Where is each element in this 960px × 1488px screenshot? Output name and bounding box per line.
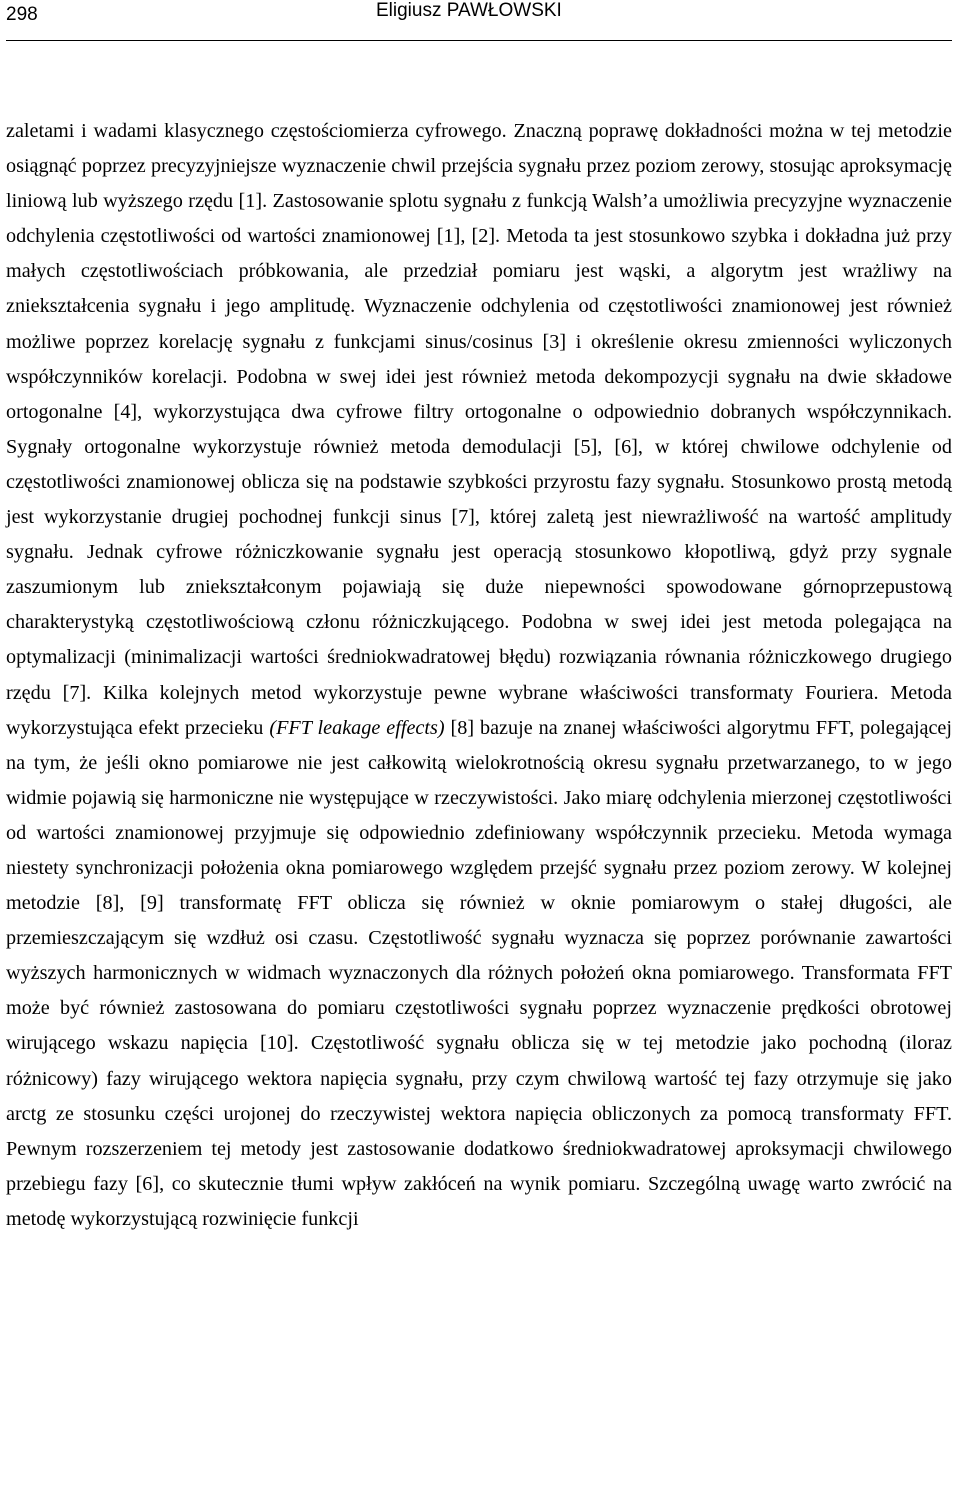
- page-header: [0, 0, 960, 44]
- running-head-author: Eligiusz PAWŁOWSKI: [376, 0, 562, 21]
- page-number: 298: [6, 4, 38, 25]
- body-text-part-1: zaletami i wadami klasycznego częstościomierza cyfrowego. Znaczną poprawę dokładności można w tej metodzie osiągnąć poprzez precyzyjniejsze wyznaczenie chwil przejścia sygnału przez poziom zerowy, stosując aproksymację liniową lub wyższego rzędu [1]. Zastosowanie splotu sygnału z funkcją Walsh’a umożliwia precyzyjne wyznaczenie odchylenia częstotliwości od wartości znamionowej [1], [2]. Metoda ta jest stosunkowo szybka i dokładna już przy małych częstotliwościach próbkowania, ale przedział pomiaru jest wąski, a algorytm jest wrażliwy na zniekształcenia sygnału i jego amplitudę. Wyznaczenie odchylenia od częstotliwości znamionowej jest również możliwe poprzez korelację sygnału z funkcjami sinus/cosinus [3] i określenie okresu zmienności wyliczonych współczynników korelacji. Podobna w swej idei jest również metoda dekompozycji sygnału na dwie składowe ortogonalne [4], wykorzystująca dwa cyfrowe filtry ortogonalne o odpowiednio dobranych współczynnikach. Sygnały ortogonalne wykorzystuje również metoda demodulacji [5], [6], w której chwilowe odchylenie od częstotliwości znamionowej oblicza się na podstawie szybkości przyrostu fazy sygnału. Stosunkowo prostą metodą jest wykorzystanie drugiej pochodnej funkcji sinus [7], której zaletą jest niewrażliwość na wartość amplitudy sygnału. Jednak cyfrowe różniczkowanie sygnału jest operacją stosunkowo kłopotliwą, gdyż przy sygnale zaszumionym lub zniekształconym pojawiają się duże niepewności spowodowane górnoprzepustową charakterystyką częstotliwościową członu różniczkującego. Podobna w swej idei jest metoda polegająca na optymalizacji (minimalizacji wartości średniokwadratowej błędu) rozwiązania równania różniczkowego drugiego rzędu [7]. Kilka kolejnych metod wykorzystuje pewne wybrane właściwości transformaty Fouriera. Metoda wykorzystująca efekt przecieku: [6, 120, 952, 739]
- body-paragraph: [6, 114, 952, 1237]
- header-rule: [6, 40, 952, 41]
- body-text-part-2: [8] bazuje na znanej właściwości algorytmu FFT, polegającej na tym, że jeśli okno pomiarowe nie jest całkowitą wielokrotnością okresu sygnału przetwarzanego, to w jego widmie pojawią się harmoniczne nie występujące w rzeczywistości. Jako miarę odchylenia mierzonej częstotliwości od wartości znamionowej przyjmuje się odpowiednio zdefiniowany współczynnik przecieku. Metoda wymaga niestety synchronizacji położenia okna pomiarowego względem przejść sygnału przez poziom zerowy. W kolejnej metodzie [8], [9] transformatę FFT oblicza się również w oknie pomiarowym o stałej długości, ale przemieszczającym się wzdłuż osi czasu. Częstotliwość sygnału wyznacza się poprzez porównanie zawartości wyższych harmonicznych w widmach wyznaczonych dla różnych położeń okna pomiarowego. Transformata FFT może być również zastosowana do pomiaru częstotliwości sygnału poprzez wyznaczenie prędkości obrotowej wirującego wskazu napięcia [10]. Częstotliwość sygnału oblicza się w tej metodzie jako pochodną (iloraz różnicowy) fazy wirującego wektora napięcia sygnału, przy czym chwilową wartość tej fazy otrzymuje się jako arctg ze stosunku części urojonej do rzeczywistej wektora napięcia obliczonych za pomocą transformaty FFT. Pewnym rozszerzeniem tej metody jest zastosowanie dodatkowo średniokwadratowej aproksymacji chwilowego przebiegu fazy [6], co skutecznie tłumi wpływ zakłóceń na wynik pomiaru. Szczególną uwagę warto zwrócić na metodę wykorzystującą rozwinięcie funkcji: [6, 716, 953, 1230]
- body-text-italic: (FFT leakage effects): [269, 716, 445, 739]
